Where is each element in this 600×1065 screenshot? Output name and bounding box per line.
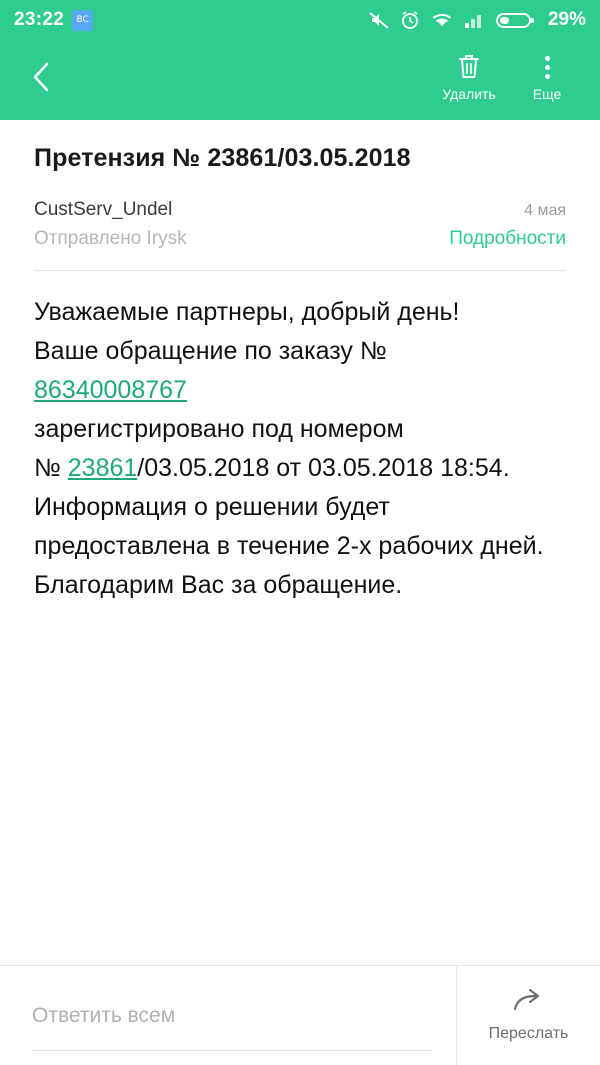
details-link[interactable]: Подробности	[449, 228, 566, 249]
body-line-3: зарегистрировано под номером	[34, 415, 404, 443]
reply-all-placeholder: Ответить всем	[32, 1003, 176, 1027]
more-vertical-icon	[545, 52, 550, 82]
status-bar-right	[368, 9, 586, 31]
mute-icon	[368, 10, 390, 30]
app-notification-icon: BC	[72, 10, 93, 31]
forward-button[interactable]	[457, 966, 600, 1065]
forward-button-label: Переслать	[488, 1025, 569, 1042]
body-line-1: Уважаемые партнеры, добрый день!	[34, 298, 460, 326]
app-toolbar	[0, 40, 600, 120]
claim-number-suffix: /03.05.2018 от 03.05.2018 18:54.	[137, 454, 510, 482]
battery-percent: 29%	[547, 9, 586, 30]
back-arrow-icon	[29, 60, 55, 99]
message-subject: Претензия № 23861/03.05.2018	[34, 144, 411, 172]
message-sent-via: Отправлено Irysk	[34, 228, 187, 249]
body-line-5: Информация о решении будет предоставлена в течение 2-х рабочих дней.	[34, 493, 544, 560]
message-meta-row-sender	[34, 199, 566, 221]
body-line-order-link	[34, 371, 566, 410]
message-body	[0, 271, 600, 605]
body-line-6: Благодарим Вас за обращение.	[34, 571, 403, 599]
delete-button[interactable]	[430, 46, 508, 102]
alarm-icon	[400, 10, 420, 30]
battery-icon	[496, 10, 536, 30]
forward-arrow-icon	[512, 988, 546, 1019]
body-line-2	[34, 332, 566, 371]
more-button[interactable]	[508, 46, 586, 102]
order-number-link[interactable]: 86340008767	[34, 376, 187, 404]
reply-all-field[interactable]	[0, 966, 457, 1065]
body-line-2-text: Ваше обращение по заказу №	[34, 337, 387, 365]
delete-button-label: Удалить	[442, 86, 496, 102]
message-meta-row-details	[34, 228, 566, 250]
reply-field-underline	[32, 1050, 432, 1051]
message-meta	[0, 173, 600, 271]
signal-icon	[464, 11, 486, 29]
message-date: 4 мая	[524, 202, 566, 219]
message-content	[0, 120, 600, 965]
trash-icon	[456, 52, 482, 82]
wifi-icon	[430, 11, 454, 29]
body-line-4	[34, 449, 566, 488]
message-sender: CustServ_Undel	[34, 199, 173, 220]
claim-number-prefix: №	[34, 454, 68, 482]
more-button-label: Еще	[532, 86, 562, 102]
status-bar	[0, 0, 600, 40]
message-action-bar	[0, 965, 600, 1065]
claim-number-link[interactable]: 23861	[67, 454, 138, 482]
status-bar-left	[14, 9, 368, 31]
status-clock: 23:22	[14, 9, 65, 30]
back-button[interactable]	[0, 46, 84, 112]
